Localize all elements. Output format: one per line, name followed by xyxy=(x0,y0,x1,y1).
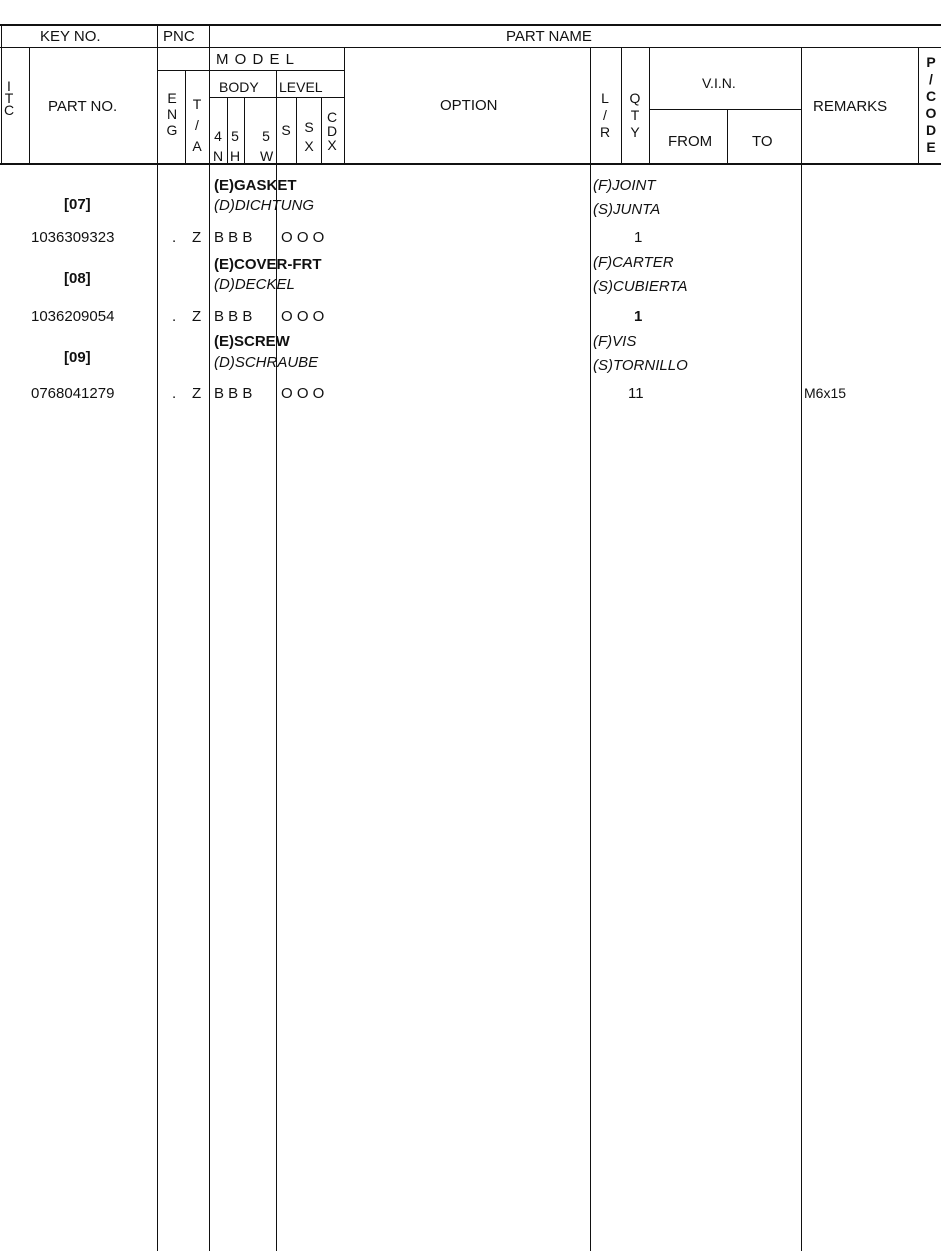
key-no-09: [09] xyxy=(64,349,91,366)
body-values: B B B xyxy=(214,385,253,402)
table-top-rule xyxy=(0,24,941,26)
qty-rule xyxy=(649,47,650,164)
vin-rule xyxy=(649,109,801,110)
ta-value: Z xyxy=(192,385,202,402)
body-values: B B B xyxy=(214,229,253,246)
part-name-german: (D)DECKEL xyxy=(214,276,295,293)
eng-dot: . xyxy=(172,229,177,246)
body-col-rule-2 xyxy=(244,97,245,164)
qty-value: 11 xyxy=(628,385,644,402)
part-name-french: (F)JOINT xyxy=(593,177,656,194)
itc-rule xyxy=(29,47,30,164)
eng-rule xyxy=(185,70,186,164)
ta-header: T / A xyxy=(192,96,202,154)
body-values: B B B xyxy=(214,308,253,325)
itc-header: I T C xyxy=(3,78,15,118)
pnc-header: PNC xyxy=(163,28,195,45)
part-name-english: (E)GASKET xyxy=(214,177,297,194)
key-no-header: KEY NO. xyxy=(40,28,101,45)
part-number: 1036209054 xyxy=(31,308,115,325)
key-no-08: [08] xyxy=(64,270,91,287)
ta-value: Z xyxy=(192,308,202,325)
level-col-sx: S X xyxy=(304,119,314,154)
pnc-rule xyxy=(209,24,210,1251)
key-no-07: [07] xyxy=(64,196,91,213)
part-name-english: (E)SCREW xyxy=(214,333,290,350)
vin-to-header: TO xyxy=(752,133,773,150)
part-name-header: PART NAME xyxy=(506,28,592,45)
vin-from-header: FROM xyxy=(668,133,713,150)
remarks-value: M6x15 xyxy=(804,385,847,401)
pcode-header: P / C O D E xyxy=(925,54,937,155)
part-name-spanish: (S)JUNTA xyxy=(593,201,661,218)
eng-dot: . xyxy=(172,385,177,402)
qty-value: 1 xyxy=(634,308,643,325)
model-right-rule xyxy=(344,47,345,164)
level-header: LEVEL xyxy=(279,79,323,95)
part-number: 1036309323 xyxy=(31,229,115,246)
level-values: O O O xyxy=(281,385,325,402)
part-no-header: PART NO. xyxy=(48,98,118,115)
eng-dot: . xyxy=(172,308,177,325)
body-col-5h: 5 H xyxy=(229,128,241,164)
ta-value: Z xyxy=(192,229,202,246)
level-col-rule-1 xyxy=(296,97,297,164)
header-bottom-rule xyxy=(0,163,941,165)
lr-header: L / R xyxy=(599,90,611,140)
level-col-cdx: C D X xyxy=(326,109,338,153)
body-header: BODY xyxy=(219,79,259,95)
part-name-spanish: (S)CUBIERTA xyxy=(593,278,688,295)
body-col-rule-1 xyxy=(227,97,228,164)
table-left-rule xyxy=(1,24,2,164)
header-rule-1 xyxy=(0,47,941,48)
from-to-rule xyxy=(727,109,728,164)
level-values: O O O xyxy=(281,308,325,325)
body-col-5w: 5 W xyxy=(260,128,274,164)
remarks-right-rule xyxy=(918,47,919,164)
vin-header: V.I.N. xyxy=(702,75,736,91)
vin-right-rule xyxy=(801,47,802,1251)
option-right-rule xyxy=(590,47,591,1251)
part-name-spanish: (S)TORNILLO xyxy=(593,357,688,374)
part-name-english: (E)COVER-FRT xyxy=(214,256,322,273)
body-col-4n: 4 N xyxy=(212,128,224,164)
option-header: OPTION xyxy=(440,97,498,114)
part-name-french: (F)CARTER xyxy=(593,254,674,271)
eng-header: E N G xyxy=(166,90,178,138)
keyno-rule xyxy=(157,24,158,1251)
lr-rule xyxy=(621,47,622,164)
body-level-divider xyxy=(276,70,277,1251)
level-col-rule-2 xyxy=(321,97,322,164)
part-name-german: (D)DICHTUNG xyxy=(214,197,314,214)
level-col-s: S xyxy=(281,122,291,138)
remarks-header: REMARKS xyxy=(813,98,888,115)
qty-header: Q T Y xyxy=(629,90,641,140)
level-values: O O O xyxy=(281,229,325,246)
part-name-german: (D)SCHRAUBE xyxy=(214,354,319,371)
model-header: M O D E L xyxy=(216,51,296,68)
part-name-french: (F)VIS xyxy=(593,333,637,350)
part-number: 0768041279 xyxy=(31,385,115,402)
qty-value: 1 xyxy=(634,229,643,246)
